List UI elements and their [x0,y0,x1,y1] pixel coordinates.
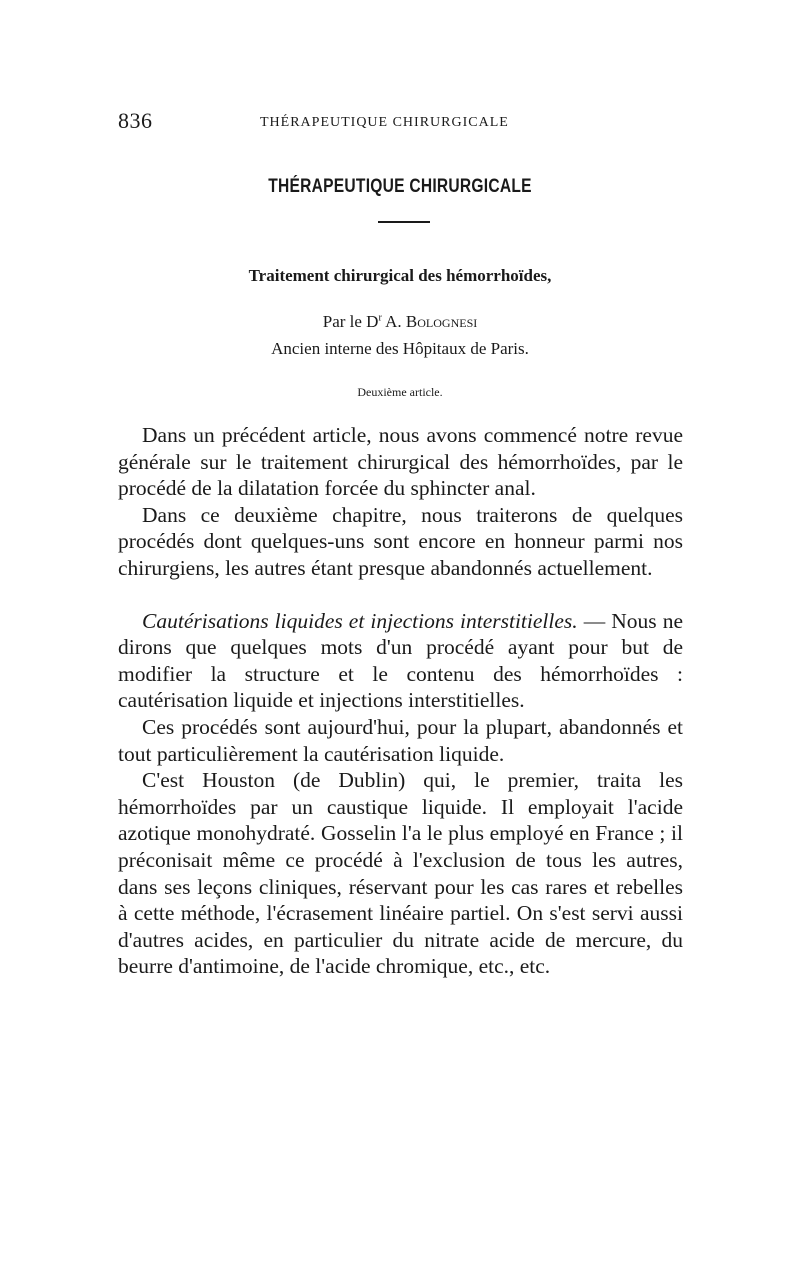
byline-prefix: Par le D [322,312,379,331]
paragraph: Dans un précédent article, nous avons commencé notre revue générale sur le traitement chirurgical des hémorrhoïdes, par le procédé de la dilatation forcée du sphincter anal. [118,423,683,501]
article-body [118,422,683,980]
byline-initial: A. [381,312,406,331]
article-part-label: Deuxième article. [357,385,443,399]
byline-sup: r [378,312,382,324]
running-header [118,108,683,138]
paragraph: Dans ce deuxième chapitre, nous traiterons de quelques procédés dont quelques-uns sont encore en honneur parmi nos chirurgiens, les autres étant presque abandonnés actuellement. [118,502,683,580]
paragraph: Ces procédés sont aujourd'hui, pour la plupart, abandonnés et tout particulièrement la cautérisation liquide. [118,714,683,766]
page-number: 836 [118,108,153,133]
article-title: Traitement chirurgical des hémorrhoïdes, [248,266,552,285]
paragraph-text: — Nous ne dirons que quelques mots d'un procédé ayant pour but de modifier la structure et le contenu des hémorrhoïdes : cautérisation liquide et injections interstitielles. [118,608,684,713]
title-divider [378,221,430,223]
author-name: Bolognesi [405,312,478,331]
author-affiliation: Ancien interne des Hôpitaux de Paris. [271,339,529,358]
paragraph [118,608,683,714]
paragraph: C'est Houston (de Dublin) qui, le premier, traita les hémorrhoïdes par un caustique liquide. Il employait l'acide azotique monohydraté. Gosselin l'a le plus employé en France ; il préconisait même ce procédé à l'exclusion de tous les autres, dans ses leçons cliniques, réservant pour les cas rares et rebelles à cette méthode, l'écrasement linéaire partiel. On s'est servi aussi d'autres acides, en particulier du nitrate acide de mercure, du beurre d'antimoine, de l'acide chromique, etc., etc. [118,768,683,979]
author-byline [0,312,800,332]
paragraph-heading: Cautérisations liquides et injections interstitielles. [142,608,578,633]
section-title: THÉRAPEUTIQUE CHIRURGICALE [268,176,532,197]
running-title: THÉRAPEUTIQUE CHIRURGICALE [260,115,509,130]
